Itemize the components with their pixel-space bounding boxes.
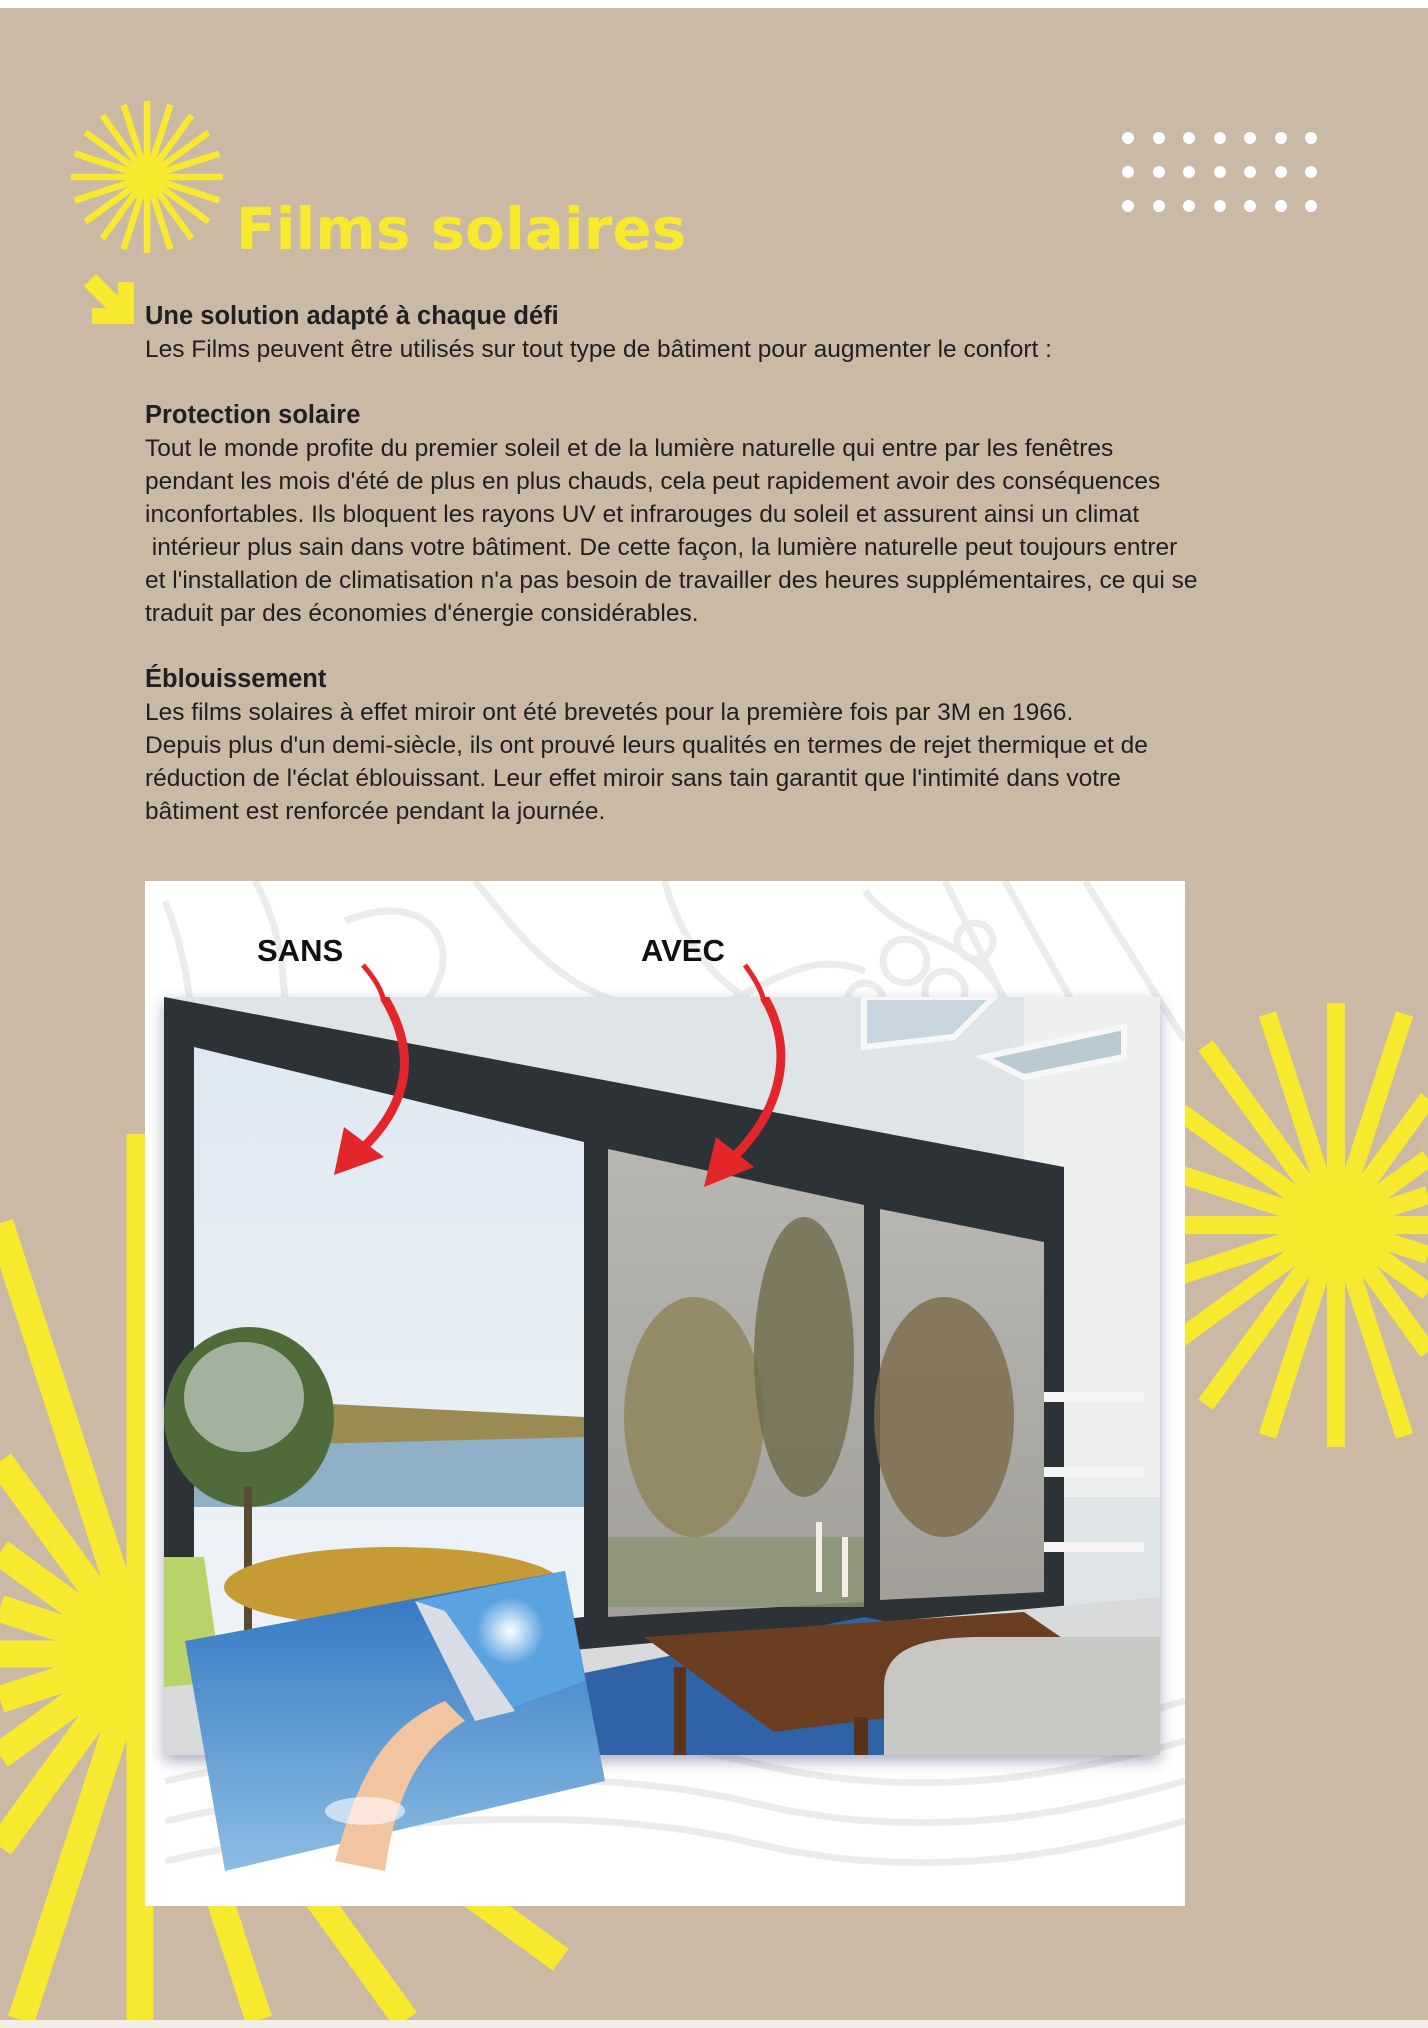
page-title: Films solaires	[236, 195, 687, 263]
decorative-dot	[1183, 166, 1195, 178]
decorative-dot	[1183, 200, 1195, 212]
decorative-dot	[1214, 166, 1226, 178]
decorative-dot	[1244, 200, 1256, 212]
paragraph-line: et l'installation de climatisation n'a pas besoin de travailler des heures supplémentaires, ce qui se	[145, 567, 1198, 594]
paragraph-line: Les films solaires à effet miroir ont été brevetés pour la première fois par 3M en 1966.	[145, 699, 1074, 726]
decorative-dot	[1305, 200, 1317, 212]
decorative-dot	[1183, 132, 1195, 144]
sunburst-icon	[66, 96, 228, 258]
section-heading-solution: Une solution adapté à chaque défi	[145, 302, 559, 330]
decorative-dot	[1122, 166, 1134, 178]
page	[0, 8, 1428, 2020]
decorative-dot	[1275, 132, 1287, 144]
paragraph-line: Tout le monde profite du premier soleil et de la lumière naturelle qui entre par les fenêtres	[145, 435, 1114, 462]
dot-grid-decoration	[1122, 132, 1317, 212]
decorative-dot	[1153, 166, 1165, 178]
paragraph-line: réduction de l'éclat éblouissant. Leur effet miroir sans tain garantit que l'intimité dans votre	[145, 765, 1121, 792]
decorative-dot	[1244, 166, 1256, 178]
paragraph-line: traduit par des économies d'énergie considérables.	[145, 600, 699, 627]
decorative-dot	[1153, 132, 1165, 144]
section-heading-protection: Protection solaire	[145, 401, 361, 429]
decorative-dot	[1214, 200, 1226, 212]
decorative-dot	[1275, 200, 1287, 212]
decorative-dot	[1275, 166, 1287, 178]
mirror-film-sheet	[185, 1571, 605, 1871]
body-text	[145, 300, 1375, 828]
paragraph-line: Depuis plus d'un demi-siècle, ils ont prouvé leurs qualités en termes de rejet thermique et de	[145, 732, 1148, 759]
label-with-film: AVEC	[641, 933, 725, 968]
paragraph-line: bâtiment est renforcée pendant la journée.	[145, 798, 606, 825]
label-without-film: SANS	[257, 933, 344, 968]
decorative-dot	[1305, 132, 1317, 144]
decorative-dot	[1122, 200, 1134, 212]
page-bottom-edge	[0, 2020, 1428, 2028]
paragraph-line: intérieur plus sain dans votre bâtiment. De cette façon, la lumière naturelle peut toujours entrer	[145, 534, 1178, 561]
paragraph-line: Les Films peuvent être utilisés sur tout type de bâtiment pour augmenter le confort :	[145, 336, 1052, 363]
decorative-dot	[1122, 132, 1134, 144]
paragraph-line: inconfortables. Ils bloquent les rayons UV et infrarouges du soleil et assurent ainsi un climat	[145, 501, 1140, 528]
decorative-dot	[1153, 200, 1165, 212]
decorative-dot	[1244, 132, 1256, 144]
decorative-dot	[1214, 132, 1226, 144]
paragraph-line: pendant les mois d'été de plus en plus chauds, cela peut rapidement avoir des conséquences	[145, 468, 1161, 495]
arrow-down-right-icon	[84, 274, 136, 326]
illustration-frame	[145, 881, 1185, 1906]
arrow-stems	[145, 881, 1185, 1001]
section-heading-eblouissement: Éblouissement	[145, 665, 327, 693]
decorative-dot	[1305, 166, 1317, 178]
